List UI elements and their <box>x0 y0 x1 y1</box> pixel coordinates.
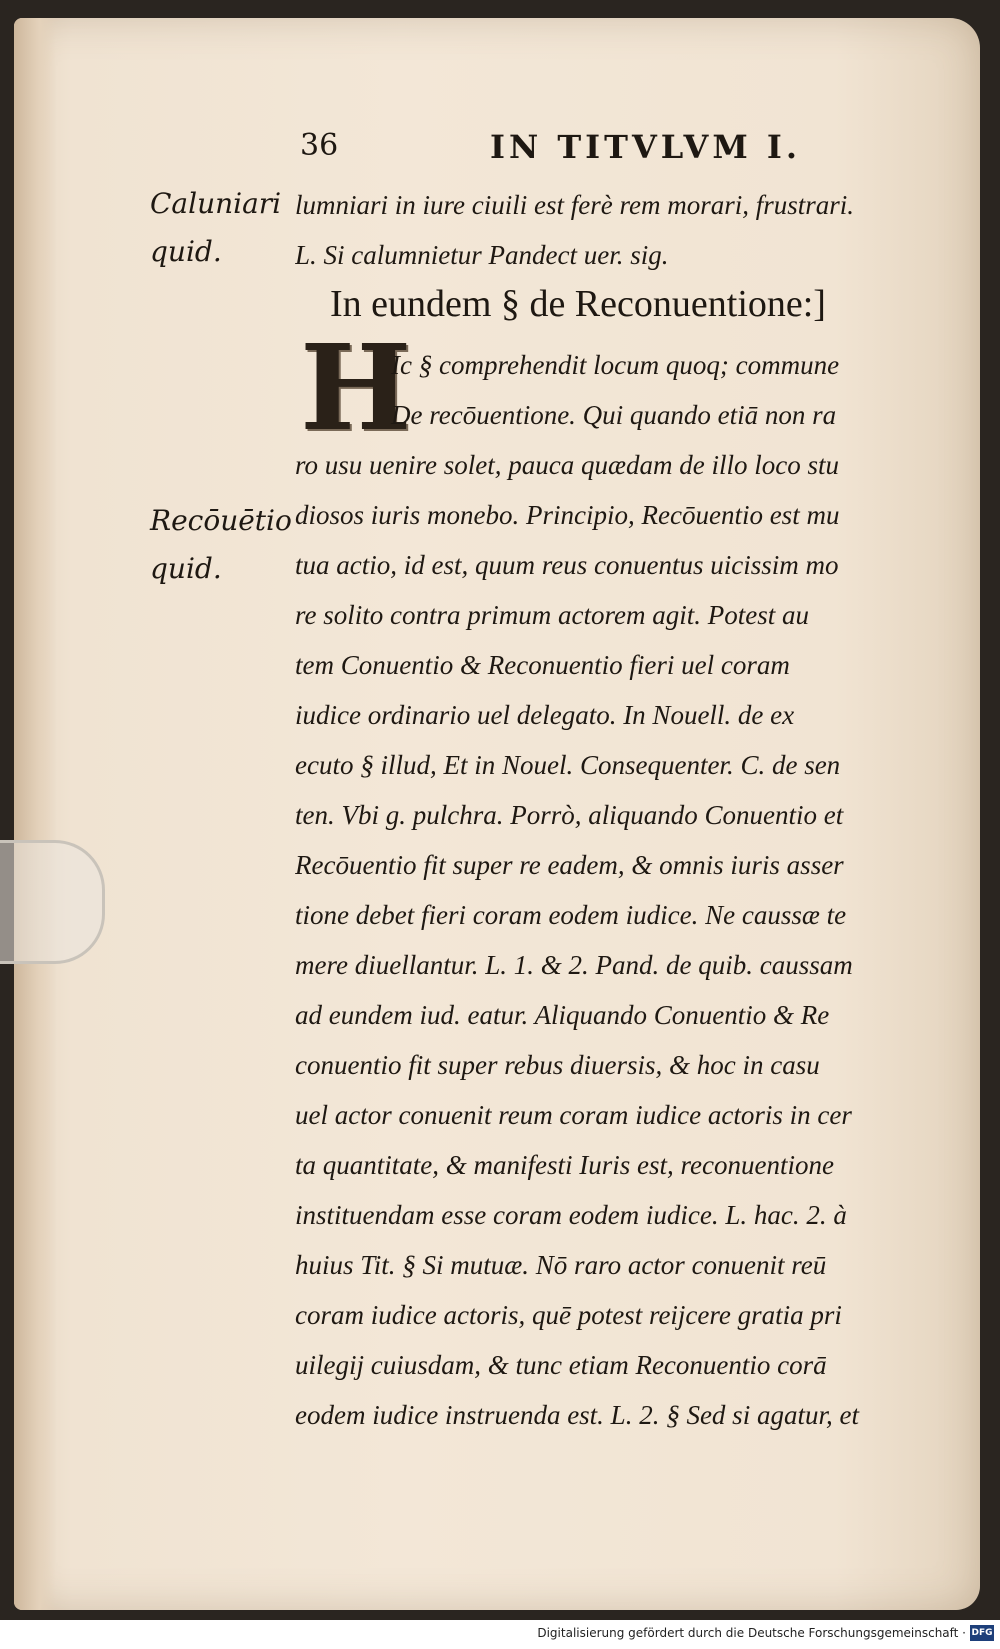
text-line: conuentio fit super rebus diuersis, & hoc in casu <box>295 1050 820 1080</box>
text-line: ta quantitate, & manifesti Iuris est, reconuentione <box>295 1150 834 1180</box>
text-line: ad eundem iud. eatur. Aliquando Conuentio & Re <box>295 1000 830 1030</box>
section-heading: In eundem § de Reconuentione:] <box>330 283 826 325</box>
footer-bar <box>0 1620 1000 1649</box>
bookmark-clip <box>0 840 105 964</box>
text-line: mere diuellantur. L. 1. & 2. Pand. de quib. caussam <box>295 950 853 980</box>
text-line: Recōuentio fit super re eadem, & omnis iuris asser <box>295 850 844 880</box>
text-line: ecuto § illud, Et in Nouel. Consequenter. C. de sen <box>295 750 841 780</box>
text-line: coram iudice actoris, quē potest reijcere gratia pri <box>295 1300 842 1330</box>
text-line: tem Conuentio & Reconuentio fieri uel coram <box>295 650 790 680</box>
top-text-block <box>295 180 955 280</box>
text-line: Ic § comprehendit locum quoq; commune <box>391 350 840 380</box>
text-line: tua actio, id est, quum reus conuentus uicissim mo <box>295 550 839 580</box>
text-line: iudice ordinario uel delegato. In Nouell. de ex <box>295 700 795 730</box>
text-line: uilegij cuiusdam, & tunc etiam Reconuentio corā <box>295 1350 827 1380</box>
text-line: instituendam esse coram eodem iudice. L. hac. 2. à <box>295 1200 847 1230</box>
page-number: 36 <box>300 128 339 163</box>
margin-note-caluniari: Caluniari quid. <box>150 187 282 268</box>
text-line: ro usu uenire solet, pauca quædam de illo loco stu <box>295 450 839 480</box>
text-line: ten. Vbi g. pulchra. Porrò, aliquando Conuentio et <box>295 800 844 830</box>
dfg-logo: DFG <box>970 1625 994 1641</box>
text-line: huius Tit. § Si mutuæ. Nō raro actor conuenit reū <box>295 1250 827 1280</box>
text-line: uel actor conuenit reum coram iudice actoris in cer <box>295 1100 852 1130</box>
body-text-block <box>295 340 955 1440</box>
running-head <box>300 128 900 176</box>
text-line: eodem iudice instruenda est. L. 2. § Sed si agatur, et <box>295 1400 859 1430</box>
text-line: lumniari in iure ciuili est ferè rem morari, frustrari. <box>295 190 854 220</box>
text-line: diosos iuris monebo. Principio, Recōuentio est mu <box>295 500 840 530</box>
text-line: De recōuentione. Qui quando etiā non ra <box>391 400 837 430</box>
margin-note-reconuentio: Recōuētio quid. <box>150 504 292 585</box>
decorated-initial: H <box>300 318 412 457</box>
text-line: L. Si calumnietur Pandect uer. sig. <box>295 240 669 270</box>
text-line: tione debet fieri coram eodem iudice. Ne caussæ te <box>295 900 847 930</box>
text-line: re solito contra primum actorem agit. Potest au <box>295 600 809 630</box>
footer-credit: Digitalisierung gefördert durch die Deutsche Forschungsgemeinschaft · <box>537 1626 966 1640</box>
running-title: IN TITVLVM I. <box>490 128 801 166</box>
page-gutter <box>14 18 56 1610</box>
